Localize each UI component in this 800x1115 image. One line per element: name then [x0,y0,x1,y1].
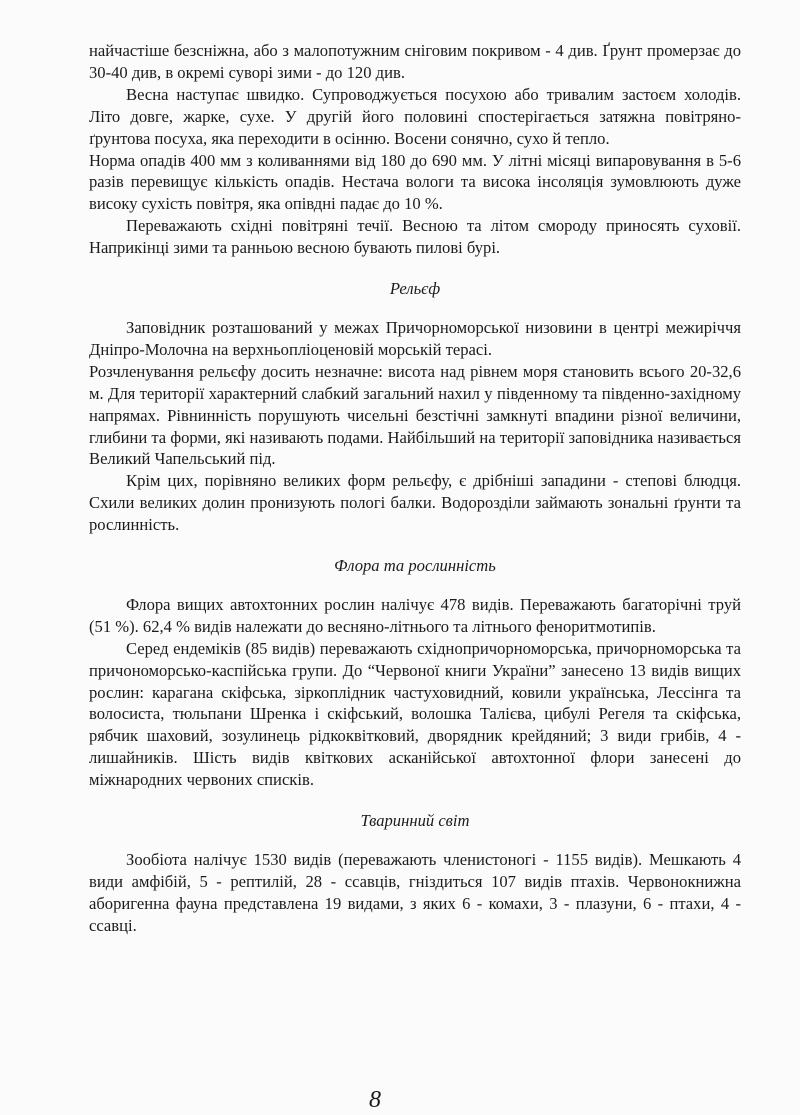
paragraph-location: Заповідник розташований у межах Причорноморської низовини в центрі межиріччя Дніпро-Молочна на верхньопліоценовій морській терасі. [89,317,741,359]
document-body [89,40,741,937]
page-number: 8 [369,1087,381,1113]
section-heading-relief: Рельєф [389,279,441,299]
paragraph-spring-summer: Весна наступає швидко. Супроводжується посухою або тривалим застоєм холодів. Літо довге, жарке, сухе. У другій його половині спостерігається затяжна повітряно-ґрунтова посуха, яка переходити в осінню. Восени сонячно, сухо й тепло. [89,84,741,148]
paragraph-relief-dissection: Розчленування рельєфу досить незначне: висота над рівнем моря становить всього 20-32,6 м. Для території характерний слабкий загальний нахил у південному та південно-західному напрямах. Рівнинність порушують чисельні безстічні замкнуті впадини різної величини, глибини та форми, які називають подами. Найбільший на території заповідника називається Великий Чапельський під. [89,361,741,469]
section-heading-flora: Флора та рослинність [334,556,496,576]
paragraph-winter-soil: найчастіше безсніжна, або з малопотужним сніговим покривом - 4 див. Ґрунт промерзає до 30-40 див, в окремі суворі зими - до 120 див. [89,41,741,82]
paragraph-zoobiota: Зообіота налічує 1530 видів (переважають членистоногі - 1155 видів). Мешкають 4 види амфібій, 5 - рептилій, 28 - ссавців, гніздиться 107 видів птахів. Червонокнижна аборигенна фауна представлена 19 видами, з яких 6 - комахи, 3 - плазуни, 6 - птахи, 4 - ссавці. [89,850,741,935]
section-heading-fauna: Тваринний світ [360,811,470,831]
paragraph-precipitation: Норма опадів 400 мм з коливаннями від 180 до 690 мм. У літні місяці випаровування в 5-6 разів перевищує кількість опадів. Нестача вологи та висока інсоляція зумовлюють дуже високу сухість повітря, яка опівдні падає до 10 %. [89,150,741,214]
paragraph-winds: Переважають східні повітряні течії. Весною та літом смороду приносять суховії. Наприкінці зими та ранньою весною бувають пилові бурі. [89,216,741,258]
paragraph-flora-count: Флора вищих автохтонних рослин налічує 478 видів. Переважають багаторічні труй (51 %). 62,4 % видів належати до весняно-літнього та літнього феноритмотипів. [89,594,741,636]
paragraph-endemics: Серед ендеміків (85 видів) переважають східнопричорноморська, причорноморська та причономорсько-каспійська групи. До “Червоної книги України” занесено 13 видів вищих рослин: карагана скіфська, зіркоплідник частуховидний, ковили українська, Лессінга та волосиста, тюльпани Шренка і скіфський, волошка Талієва, цибулі Регеля та скіфська, рябчик шаховий, зозулинець рідкоквітковий, дворядник крейдяний; 3 види грибів, 4 - лишайників. Шість видів квіткових асканійської автохтонної флори занесені до міжнародних червоних списків. [89,638,741,790]
paragraph-small-depressions: Крім цих, порівняно великих форм рельєфу, є дрібніші западини - степові блюдця. Схили великих долин пронизують пологі балки. Водорозділи займають зональні ґрунти та рослинність. [89,471,741,535]
